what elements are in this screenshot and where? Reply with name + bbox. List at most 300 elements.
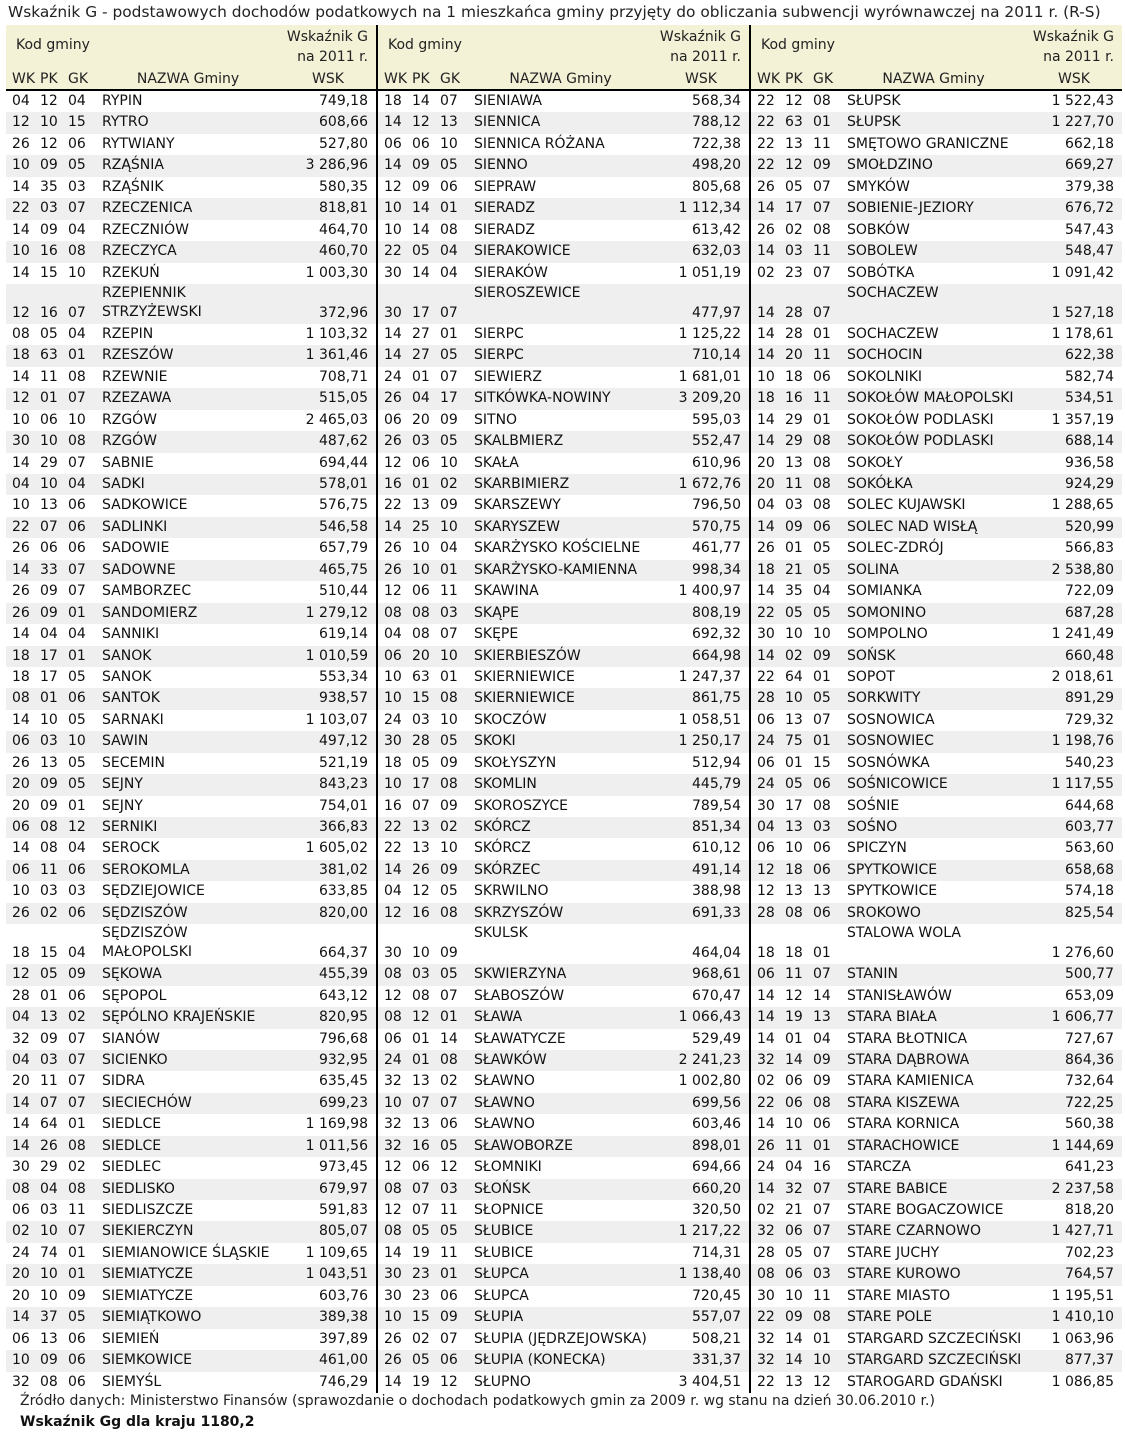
pk-cell: 17	[40, 668, 58, 685]
name-cell: SŁUPIA	[474, 1309, 524, 1326]
wsk-cell: 527,80	[319, 135, 368, 152]
wsk-cell: 1 410,10	[1051, 1309, 1114, 1326]
gk-cell: 06	[68, 1373, 86, 1390]
wsk-cell: 1 058,51	[678, 711, 741, 728]
table-row	[378, 1372, 749, 1393]
name-cell: SKOMLIN	[474, 776, 537, 793]
wsk-cell: 477,97	[692, 304, 741, 321]
wsk-cell: 465,75	[319, 561, 368, 578]
pk-cell: 07	[412, 1094, 430, 1111]
wsk-cell: 1 672,76	[678, 476, 741, 492]
wk-cell: 10	[384, 221, 402, 238]
wk-cell: 10	[12, 411, 30, 428]
wsk-cell: 820,00	[319, 904, 368, 921]
name-cell: SOKOLNIKI	[847, 368, 923, 385]
wsk-cell: 1 112,34	[678, 200, 741, 217]
wsk-cell: 603,77	[1065, 819, 1114, 835]
name-cell: SIEMYŚL	[102, 1373, 162, 1390]
wsk-cell: 796,50	[692, 497, 741, 514]
name-cell: SIEDLISZCZE	[102, 1202, 194, 1218]
pk-cell: 05	[412, 243, 430, 260]
gk-cell: 01	[813, 668, 831, 685]
table-row	[6, 624, 376, 645]
table-row	[6, 964, 376, 985]
wsk-cell: 547,43	[1065, 221, 1114, 238]
name-cell: SIERAKOWICE	[474, 243, 571, 260]
gk-cell: 07	[813, 200, 831, 217]
name-cell: SŁUBICE	[474, 1244, 534, 1261]
pk-cell: 03	[412, 711, 430, 728]
pk-cell: 27	[412, 325, 430, 342]
rows	[751, 91, 1122, 1393]
wsk-cell: 764,57	[1065, 1266, 1114, 1283]
table-row	[751, 860, 1122, 881]
name-cell: STARE CZARNOWO	[847, 1223, 981, 1240]
wskaznik-header: Wskaźnik G na 2011 r.	[659, 29, 741, 65]
wk-cell: 14	[757, 347, 775, 364]
table-row	[378, 1264, 749, 1285]
wsk-cell: 372,96	[319, 304, 368, 321]
wk-cell: 22	[757, 604, 775, 621]
gk-cell: 01	[440, 1266, 458, 1283]
wsk-cell: 714,31	[692, 1244, 741, 1261]
wk-cell: 04	[757, 497, 775, 514]
wk-cell: 30	[757, 1287, 775, 1304]
gk-cell: 06	[813, 368, 831, 385]
table-row	[751, 1114, 1122, 1135]
wk-cell: 08	[384, 1009, 402, 1026]
name-cell: SKRWILNO	[474, 883, 549, 900]
name-cell: SŁUPNO	[474, 1373, 531, 1390]
pk-cell: 14	[785, 1352, 803, 1369]
wsk-cell: 727,67	[1065, 1030, 1114, 1047]
table-row	[378, 603, 749, 624]
wk-cell: 26	[384, 540, 402, 557]
name-cell: SKIERBIESZÓW	[474, 647, 581, 664]
table-row	[751, 964, 1122, 985]
name-cell: SŁUPCA	[474, 1266, 529, 1283]
pk-cell: 25	[412, 518, 430, 535]
name-cell: SMĘTOWO GRANICZNE	[847, 135, 1009, 152]
pk-cell: 04	[412, 390, 430, 407]
table-row	[6, 1243, 376, 1264]
wk-cell: 14	[12, 1137, 30, 1154]
wk-cell: 22	[12, 200, 30, 217]
pk-cell: 16	[785, 390, 803, 407]
table-row	[378, 1307, 749, 1328]
source-note: Źródło danych: Ministerstwo Finansów (sprawozdanie o dochodach podatkowych gmin za 2009 r. wg stanu na dzień 30.06.2010 r.)	[20, 1393, 935, 1409]
pk-cell: 05	[412, 1223, 430, 1240]
wk-cell: 32	[757, 1352, 775, 1369]
name-cell: SIENNO	[474, 157, 528, 174]
wk-cell: 04	[384, 883, 402, 900]
name-cell: SOCHOCIN	[847, 347, 923, 364]
gk-cell: 07	[813, 1244, 831, 1261]
gk-cell: 15	[813, 754, 831, 771]
gk-cell: 06	[68, 540, 86, 557]
gk-cell: 04	[68, 840, 86, 857]
pk-cell: 05	[412, 754, 430, 771]
wsk-cell: 2 237,58	[1051, 1180, 1114, 1197]
table-row	[378, 241, 749, 262]
wk-cell: 12	[12, 114, 30, 131]
table-row	[6, 1200, 376, 1221]
pk-cell: 75	[785, 733, 803, 750]
wk-cell: 12	[384, 454, 402, 471]
pk-cell: 12	[412, 1009, 430, 1026]
pk-cell: 13	[412, 819, 430, 835]
gk-cell: 08	[813, 433, 831, 450]
wk-cell: 30	[384, 264, 402, 281]
table-row	[751, 367, 1122, 388]
wsk-cell: 574,18	[1065, 883, 1114, 900]
wk-cell: 32	[384, 1073, 402, 1090]
wsk-cell: 688,14	[1065, 433, 1114, 450]
gk-cell: 07	[68, 1030, 86, 1047]
gk-cell: 13	[813, 883, 831, 900]
table-row	[378, 688, 749, 709]
name-cell: SIENIAWA	[474, 93, 542, 109]
wk-cell: 26	[12, 135, 30, 152]
wk-cell: 14	[384, 518, 402, 535]
name-cell: SIERAKÓW	[474, 264, 548, 281]
table-row	[378, 431, 749, 452]
table-row	[378, 1050, 749, 1071]
wk-cell: 24	[757, 733, 775, 750]
pk-cell: 12	[40, 135, 58, 152]
wsk-cell: 643,12	[319, 987, 368, 1004]
gk-cell: 14	[813, 987, 831, 1004]
table-row	[6, 1093, 376, 1114]
pk-cell: 28	[412, 733, 430, 750]
wsk-cell: 560,38	[1065, 1116, 1114, 1133]
gk-cell: 01	[68, 1244, 86, 1261]
name-header: NAZWA Gminy	[882, 71, 985, 87]
table-row	[751, 91, 1122, 112]
wk-cell: 26	[757, 1137, 775, 1154]
wsk-cell: 805,07	[319, 1223, 368, 1240]
wsk-cell: 973,45	[319, 1159, 368, 1176]
table-row	[6, 1179, 376, 1200]
pk-cell: 02	[40, 904, 58, 921]
name-cell: SOSNOWICA	[847, 711, 935, 728]
gk-cell: 05	[68, 1309, 86, 1326]
gk-cell: 01	[440, 325, 458, 342]
gk-cell: 10	[813, 1352, 831, 1369]
name-cell: SKARSZEWY	[474, 497, 561, 514]
wk-cell: 14	[384, 157, 402, 174]
name-cell: SOKOŁÓW MAŁOPOLSKI	[847, 390, 1014, 407]
gk-cell: 06	[68, 135, 86, 152]
pk-cell: 13	[412, 840, 430, 857]
table-row	[378, 495, 749, 516]
table-row	[751, 581, 1122, 602]
table-row	[378, 986, 749, 1007]
pk-cell: 18	[785, 945, 803, 962]
pk-cell: 03	[412, 966, 430, 983]
table-row	[6, 796, 376, 817]
wsk-cell: 608,66	[319, 114, 368, 131]
pk-cell: 09	[785, 1309, 803, 1326]
wsk-cell: 3 404,51	[678, 1373, 741, 1390]
table-row	[378, 263, 749, 284]
name-cell: SADOWIE	[102, 540, 170, 557]
gk-cell: 07	[813, 1202, 831, 1218]
gk-cell: 06	[440, 1287, 458, 1304]
wsk-cell: 510,44	[319, 583, 368, 600]
wk-cell: 14	[12, 264, 30, 281]
wsk-cell: 1 043,51	[305, 1266, 368, 1283]
name-cell: STARA KORNICA	[847, 1116, 960, 1133]
header-group	[378, 25, 749, 69]
wsk-cell: 820,95	[319, 1009, 368, 1026]
wk-cell: 14	[12, 1094, 30, 1111]
name-cell: SIEDLISKO	[102, 1180, 175, 1197]
table-row	[378, 1286, 749, 1307]
table-row	[378, 838, 749, 859]
table-row	[751, 1093, 1122, 1114]
wk-cell: 14	[12, 626, 30, 643]
table-row	[6, 410, 376, 431]
table-row	[6, 1264, 376, 1285]
name-cell: RZESZÓW	[102, 347, 174, 364]
table-row	[378, 1157, 749, 1178]
name-cell: SIDRA	[102, 1073, 145, 1090]
table-row	[6, 1286, 376, 1307]
gk-cell: 11	[813, 135, 831, 152]
name-cell: STALOWA WOLA	[847, 925, 961, 942]
wk-cell: 30	[12, 433, 30, 450]
wsk-cell: 818,81	[319, 200, 368, 217]
wsk-cell: 397,89	[319, 1330, 368, 1347]
pk-cell: 06	[412, 1159, 430, 1176]
table-row	[751, 774, 1122, 795]
name-cell: SIEPRAW	[474, 178, 537, 195]
name-cell: SIEDLCE	[102, 1116, 162, 1133]
wsk-cell: 521,19	[319, 754, 368, 771]
name-cell: SKULSK	[474, 925, 528, 942]
wk-cell: 04	[12, 93, 30, 109]
name-cell: SIENNICA	[474, 114, 541, 131]
pk-cell: 19	[412, 1244, 430, 1261]
wsk-cell: 1 103,32	[305, 325, 368, 342]
table-row	[378, 1071, 749, 1092]
name-cell: SIEMIANOWICE ŚLĄSKIE	[102, 1244, 270, 1261]
gk-cell: 11	[440, 1244, 458, 1261]
table-row	[378, 91, 749, 112]
name-cell: RYTRO	[102, 114, 149, 131]
table-row	[751, 646, 1122, 667]
gk-cell: 07	[440, 626, 458, 643]
gk-cell: 01	[68, 604, 86, 621]
gk-cell: 11	[440, 1202, 458, 1218]
pk-cell: 26	[412, 861, 430, 878]
name-cell: RYPIN	[102, 93, 143, 109]
table-row	[751, 903, 1122, 924]
pk-cell: 63	[40, 347, 58, 364]
gk-cell: 04	[68, 945, 86, 962]
table-row	[751, 1372, 1122, 1393]
wsk-cell: 331,37	[692, 1352, 741, 1369]
pk-cell: 63	[412, 668, 430, 685]
gk-cell: 10	[813, 626, 831, 643]
wsk-cell: 891,29	[1065, 690, 1114, 707]
gk-cell: 09	[440, 945, 458, 962]
pk-cell: 23	[785, 264, 803, 281]
wk-header: WK	[757, 71, 781, 87]
pk-cell: 07	[412, 1180, 430, 1197]
pk-cell: 01	[785, 1030, 803, 1047]
wsk-cell: 898,01	[692, 1137, 741, 1154]
pk-cell: 03	[40, 200, 58, 217]
wsk-cell: 591,83	[319, 1202, 368, 1218]
pk-cell: 03	[40, 733, 58, 750]
wk-cell: 02	[757, 1202, 775, 1218]
table-row	[378, 903, 749, 924]
gk-cell: 04	[68, 325, 86, 342]
pk-cell: 09	[40, 604, 58, 621]
wk-cell: 26	[384, 1352, 402, 1369]
wk-header: WK	[384, 71, 408, 87]
table-row	[6, 903, 376, 924]
gk-cell: 05	[440, 733, 458, 750]
pk-header: PK	[40, 71, 58, 87]
table-row	[378, 1179, 749, 1200]
pk-cell: 10	[40, 114, 58, 131]
wk-cell: 16	[384, 797, 402, 814]
pk-cell: 01	[412, 1030, 430, 1047]
wk-cell: 26	[384, 390, 402, 407]
pk-cell: 12	[40, 93, 58, 109]
gk-cell: 09	[813, 1073, 831, 1090]
gk-cell: 03	[68, 883, 86, 900]
wk-cell: 22	[757, 1094, 775, 1111]
wsk-cell: 722,09	[1065, 583, 1114, 600]
gk-cell: 07	[68, 454, 86, 471]
wsk-cell: 691,33	[692, 904, 741, 921]
wk-cell: 26	[384, 433, 402, 450]
gk-cell: 08	[68, 1137, 86, 1154]
table-row	[751, 1350, 1122, 1371]
table-row	[6, 646, 376, 667]
gk-cell: 09	[68, 1287, 86, 1304]
name-cell: SEJNY	[102, 776, 143, 793]
table-row	[378, 1093, 749, 1114]
wk-cell: 12	[384, 1159, 402, 1176]
wk-cell: 10	[12, 497, 30, 514]
wk-cell: 10	[757, 368, 775, 385]
pk-cell: 03	[40, 883, 58, 900]
table-row	[6, 324, 376, 345]
table-row	[751, 710, 1122, 731]
name-cell: STARACHOWICE	[847, 1137, 960, 1154]
wsk-cell: 1 091,42	[1051, 264, 1114, 281]
gk-cell: 01	[440, 668, 458, 685]
pk-cell: 37	[40, 1309, 58, 1326]
pk-cell: 10	[785, 690, 803, 707]
pk-cell: 15	[412, 1309, 430, 1326]
table-row	[6, 177, 376, 198]
wk-cell: 26	[384, 561, 402, 578]
name-cell: SANDOMIERZ	[102, 604, 198, 621]
pk-cell: 29	[785, 411, 803, 428]
wsk-cell: 603,46	[692, 1116, 741, 1133]
wsk-cell: 2 465,03	[305, 411, 368, 428]
table-row	[751, 667, 1122, 688]
name-cell: SOBIENIE-JEZIORY	[847, 200, 974, 217]
table-row	[378, 112, 749, 133]
table-row	[378, 817, 749, 838]
table-row	[378, 581, 749, 602]
name-cell: SABNIE	[102, 454, 154, 471]
wsk-cell: 1 086,85	[1051, 1373, 1114, 1390]
pk-cell: 10	[40, 476, 58, 492]
gk-cell: 03	[68, 178, 86, 195]
name-cell: SIEMIĄTKOWO	[102, 1309, 202, 1326]
pk-cell: 13	[40, 1009, 58, 1026]
pk-cell: 23	[412, 1266, 430, 1283]
table-row	[6, 1307, 376, 1328]
wsk-cell: 687,28	[1065, 604, 1114, 621]
name-cell: SOŃSK	[847, 647, 896, 664]
wk-cell: 24	[384, 1051, 402, 1068]
wsk-cell: 603,76	[319, 1287, 368, 1304]
table-row	[6, 1329, 376, 1350]
wk-cell: 14	[757, 433, 775, 450]
name-cell: SOŚNICOWICE	[847, 776, 948, 793]
pk-cell: 08	[785, 904, 803, 921]
wsk-cell: 1 063,96	[1051, 1330, 1114, 1347]
pk-cell: 29	[785, 433, 803, 450]
name-cell: SOPOT	[847, 668, 895, 685]
table-row	[378, 624, 749, 645]
table-row	[6, 367, 376, 388]
table-row	[751, 1136, 1122, 1157]
gk-cell: 02	[68, 1009, 86, 1026]
table-row	[378, 155, 749, 176]
gk-cell: 05	[440, 347, 458, 364]
wsk-cell: 548,47	[1065, 243, 1114, 260]
table-row	[6, 263, 376, 284]
pk-cell: 19	[785, 1009, 803, 1026]
pk-cell: 10	[40, 433, 58, 450]
wk-cell: 08	[757, 1266, 775, 1283]
table-row	[751, 517, 1122, 538]
wk-cell: 06	[12, 733, 30, 750]
pk-cell: 05	[785, 776, 803, 793]
gk-cell: 12	[68, 819, 86, 835]
wk-cell: 14	[384, 325, 402, 342]
table-row	[751, 198, 1122, 219]
gk-cell: 10	[68, 411, 86, 428]
gk-cell: 01	[813, 945, 831, 962]
wsk-cell: 1 144,69	[1051, 1137, 1114, 1154]
name-cell: SECEMIN	[102, 754, 166, 771]
table-row	[378, 1221, 749, 1242]
wsk-cell: 720,45	[692, 1287, 741, 1304]
wsk-cell: 1 361,46	[305, 347, 368, 364]
wsk-cell: 710,14	[692, 347, 741, 364]
wsk-cell: 1 250,17	[678, 733, 741, 750]
gk-cell: 08	[813, 1094, 831, 1111]
wsk-cell: 1 109,65	[305, 1244, 368, 1261]
wk-cell: 10	[12, 243, 30, 260]
pk-cell: 14	[785, 1051, 803, 1068]
wk-cell: 18	[384, 93, 402, 109]
wk-cell: 22	[757, 157, 775, 174]
gk-cell: 10	[440, 647, 458, 664]
gk-cell: 01	[440, 1009, 458, 1026]
